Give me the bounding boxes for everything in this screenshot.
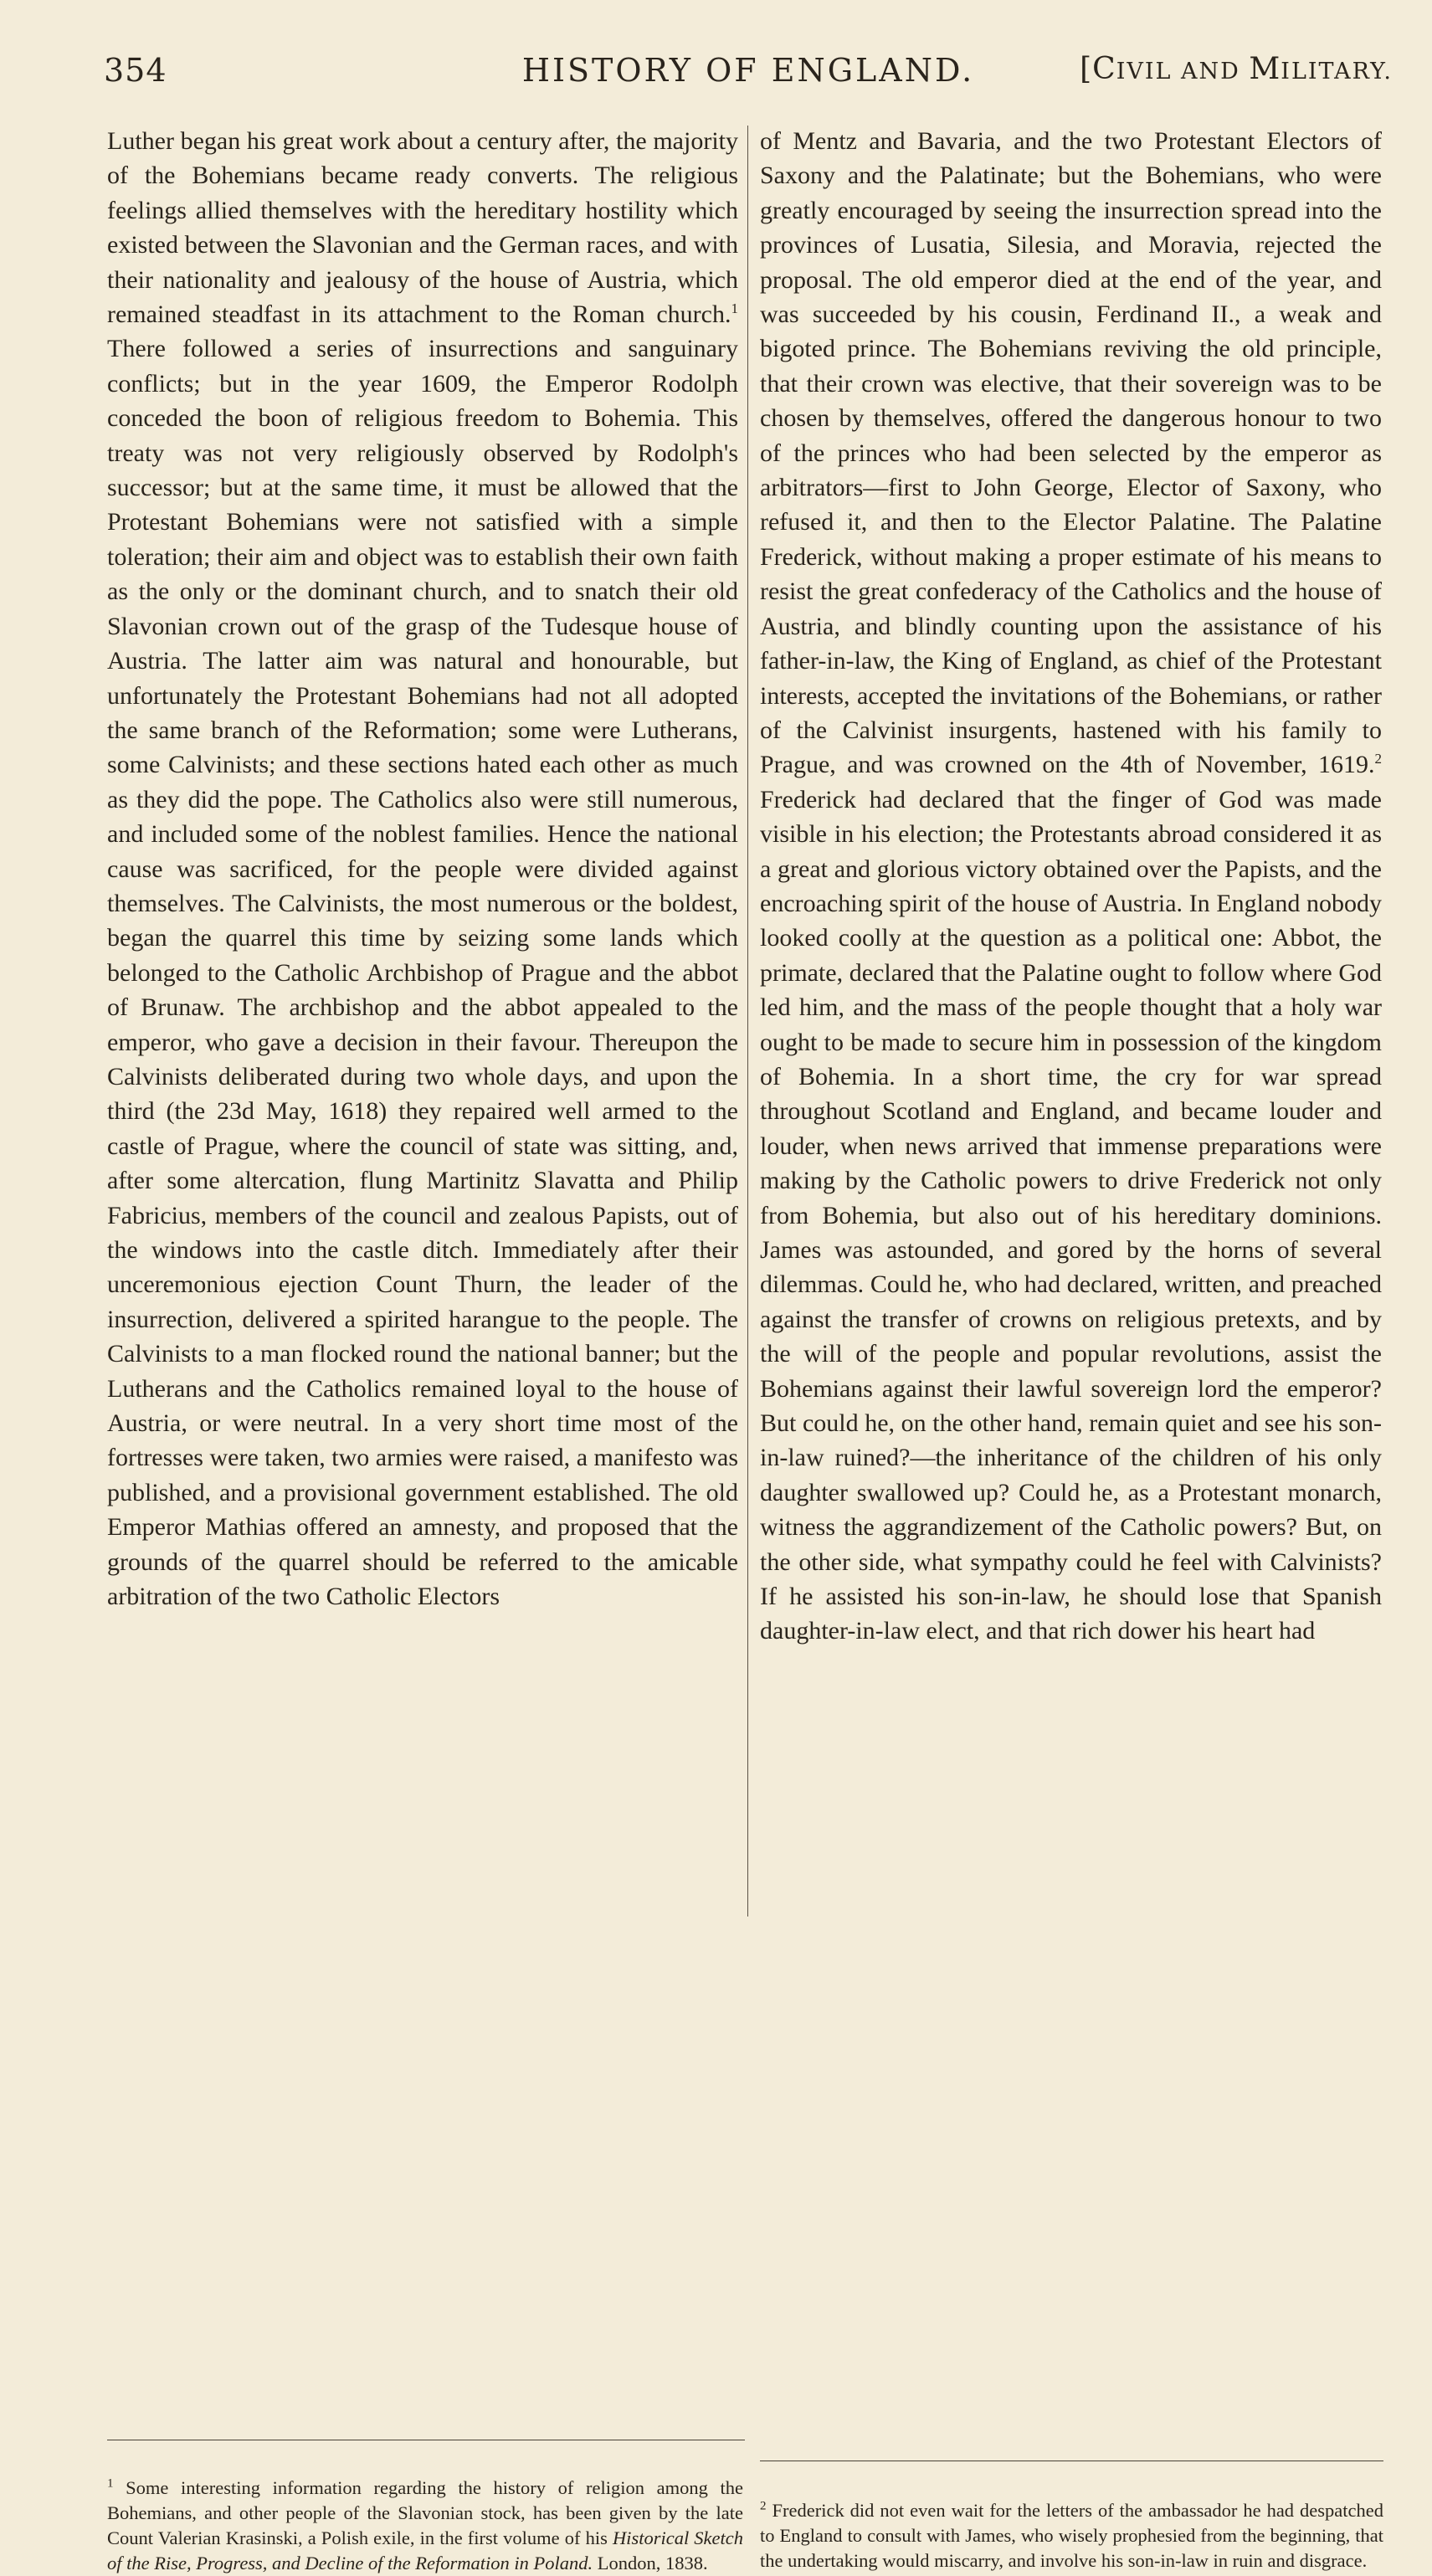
running-title: HISTORY OF ENGLAND. <box>521 52 975 89</box>
column-divider <box>747 126 748 1917</box>
footnote-ref-1: 1 <box>731 300 738 317</box>
right-column <box>760 124 1382 1649</box>
page-header <box>104 52 1393 102</box>
right-column-text: of Mentz and Bavaria, and the two Protestant Electors of Saxony and the Palatinate; but the Bohemians, who were greatly encouraged by seeing the insurrection spread into the provinces of Lusatia, Silesia, and Moravia, rejected the proposal. The old emperor died at the end of the year, and was succeeded by his cousin, Ferdinand II., a weak and bigoted prince. The Bohemians reviving the old principle, that their crown was elective, that their sovereign was to be chosen by themselves, offered the dangerous honour to two of the princes who had been selected by the emperor as arbitrators—first to John George, Elector of Saxony, who refused it, and then to the Elector Palatine. The Palatine Frederick, without making a proper estimate of his means to resist the great confederacy of the Catholics and the house of Austria, and blindly counting upon the assistance of his father-in-law, the King of England, as chief of the Protestant interests, accepted the invitations of the Bohemians, or rather of the Calvinist insurgents, hastened with his family to Prague, and was crowned on the 4th of November, 1619.$^2$ Frederick had declared that the finger of God was made visible in his election; the Protestants abroad considered it as a great and glorious victory obtained over the Papists, and the encroaching spirit of the house of Austria. In England nobody looked coolly at the question as a political one: Abbot, the primate, declared that the Palatine ought to follow where God led him, and the mass of the people thought that a holy war ought to be made to secure him in possession of the kingdom of Bohemia. In a short time, the cry for war spread throughout Scotland and England, and became louder and louder, when news arrived that immense preparations were making by the Catholic powers to drive Frederick not only from Bohemia, but also out of his hereditary dominions. James was astounded, and gored by the horns of several dilemmas. Could he, who had declared, written, and preached against the transfer of crowns on religious pretexts, and by the will of the people and popular revolutions, assist the Bohemians against their lawful sovereign lord the emperor? But could he, on the other hand, remain quiet and see his son-in-law ruined?—the inheritance of the children of his only daughter swallowed up? Could he, as a Protestant monarch, witness the aggrandizement of the Catholic powers? But, on the other side, what sympathy could he feel with Calvinists? If he assisted his son-in-law, he should lose that Spanish daughter-in-law elect, and that rich dower his heart had <box>760 127 1382 1645</box>
footnote-1-book-title: Historical Sketch of the Rise, Progress, and Decline of the Reformation in Poland. <box>107 2527 743 2573</box>
left-column-text: Luther began his great work about a century after, the majority of the Bohemians became ready converts. The religious feelings allied themselves with the hereditary hostility which existed between the Slavonian and the German races, and with their nationality and jealousy of the house of Austria, which remained steadfast in its attachment to the Roman church.$^1$ There followed a series of insurrections and sanguinary conflicts; but in the year 1609, the Emperor Rodolph conceded the boon of religious freedom to Bohemia. This treaty was not very religiously observed by Rodolph's successor; but at the same time, it must be allowed that the Protestant Bohemians were not satisfied with a simple toleration; their aim and object was to establish their own faith as the only or the dominant church, and to snatch their old Slavonian crown out of the grasp of the Tudesque house of Austria. The latter aim was natural and honourable, but unfortunately the Protestant Bohemians had not all adopted the same branch of the Reformation; some were Lutherans, some Calvinists; and these sections hated each other as much as they did the pope. The Catholics also were still numerous, and included some of the noblest families. Hence the national cause was sacrificed, for the people were divided against themselves. The Calvinists, the most numerous or the boldest, began the quarrel this time by seizing some lands which belonged to the Catholic Archbishop of Prague and the abbot of Brunaw. The archbishop and the abbot appealed to the emperor, who gave a decision in their favour. Thereupon the Calvinists deliberated during two whole days, and upon the third (the 23d May, 1618) they repaired well armed to the castle of Prague, where the council of state was sitting, and, after some altercation, flung Martinitz Slavatta and Philip Fabricius, members of the council and zealous Papists, out of the windows into the castle ditch. Immediately after their unceremonious ejection Count Thurn, the leader of the insurrection, delivered a spirited harangue to the people. The Calvinists to a man flocked round the national banner; but the Lutherans and the Catholics remained loyal to the house of Austria, or were neutral. In a very short time most of the fortresses were taken, two armies were raised, a manifesto was published, and a provisional government established. The old Emperor Mathias offered an amnesty, and proposed that the grounds of the quarrel should be referred to the amicable arbitration of the two Catholic Electors <box>107 127 738 1611</box>
footnote-ref-2: 2 <box>1374 751 1382 767</box>
section-tag: [CIVIL AND MILITARY. <box>1080 52 1393 86</box>
left-column <box>107 124 738 1614</box>
footnote-2: $^2$ Frederick did not even wait for the letters of the ambassador he had despatched to England to consult with James, who wisely prophesied from the beginning, that the undertaking would miscarry, and involve his son-in-law in ruin and disgrace. <box>760 2499 1383 2571</box>
footnote-1: $^1$ Some interesting information regarding the history of religion among the Bohemians, and other people of the Slavonian stock, has been given by the late Count Valerian Krasinski, a Polish exile, in the first volume of his Historical Sketch of the Rise, Progress, and Decline of the Reformation in Poland. London, 1838. <box>107 2476 743 2573</box>
page-number: 354 <box>104 52 167 89</box>
